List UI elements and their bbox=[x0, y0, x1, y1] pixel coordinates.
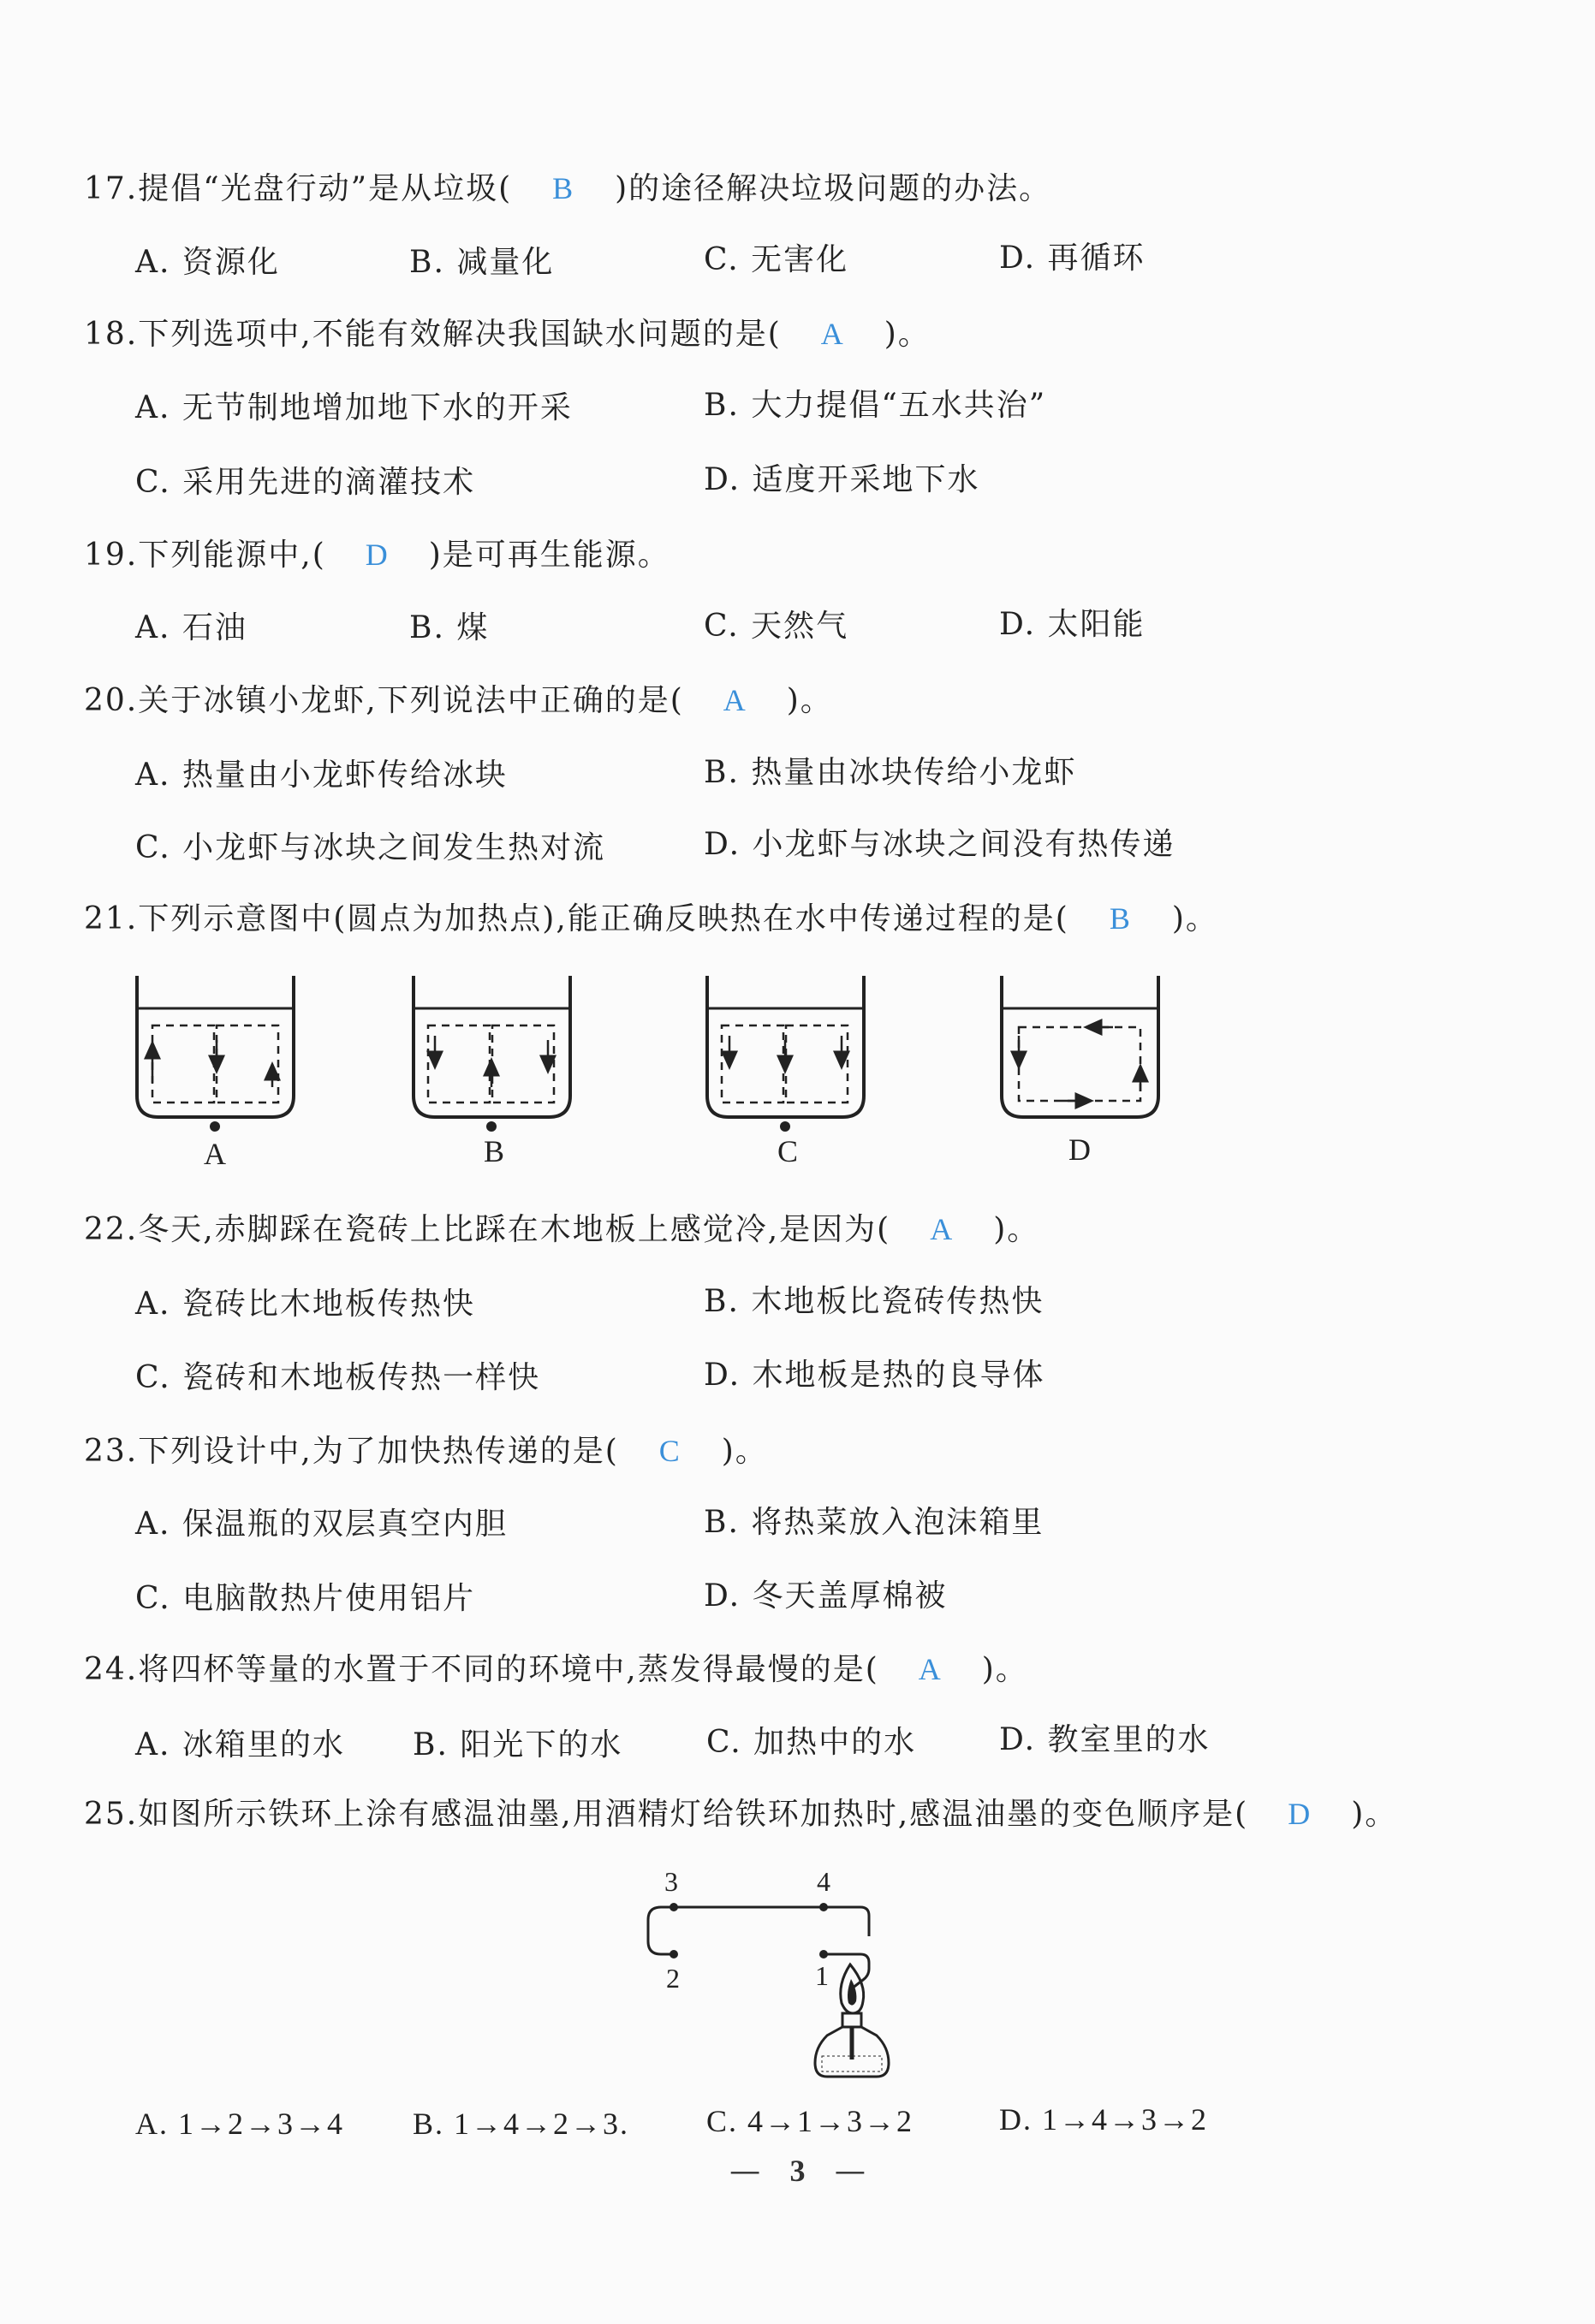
beaker-d bbox=[1002, 976, 1158, 1117]
question-17: 17.提倡“光盘行动”是从垃圾( B )的途径解决垃圾问题的办法。 bbox=[84, 171, 1052, 206]
answer-21: B bbox=[1109, 901, 1132, 936]
option-25-a: A. 1→2→3→4 bbox=[135, 2107, 344, 2141]
option-18-b: B. 大力提倡“五水共治” bbox=[704, 388, 1047, 423]
option-22-b: B. 木地板比瓷砖传热快 bbox=[704, 1284, 1044, 1319]
question-21: 21.下列示意图中(圆点为加热点),能正确反映热在水中传递过程的是( B )。 bbox=[84, 901, 1218, 936]
question-18: 18.下列选项中,不能有效解决我国缺水问题的是( A )。 bbox=[84, 317, 931, 352]
page-number: — 3 — bbox=[729, 2154, 866, 2189]
option-24-d: D. 教室里的水 bbox=[999, 1722, 1211, 1757]
question-23: 23.下列设计中,为了加快热传递的是( C )。 bbox=[84, 1434, 768, 1469]
option-19-a: A. 石油 bbox=[135, 610, 247, 645]
answer-24: A bbox=[918, 1652, 943, 1686]
option-19-d: D. 太阳能 bbox=[999, 607, 1146, 642]
option-18-d: D. 适度开采地下水 bbox=[704, 462, 980, 497]
beaker-b bbox=[414, 976, 570, 1132]
option-17-c: C. 无害化 bbox=[704, 242, 849, 277]
ring-label-3: 3 bbox=[664, 1866, 680, 1897]
option-22-c: C. 瓷砖和木地板传热一样快 bbox=[135, 1360, 541, 1395]
answer-19: D bbox=[365, 538, 390, 572]
option-20-c: C. 小龙虾与冰块之间发生热对流 bbox=[135, 830, 606, 865]
answer-25: D bbox=[1288, 1797, 1312, 1831]
option-25-b: B. 1→4→2→3. bbox=[413, 2107, 630, 2141]
diagram-label-d: D bbox=[1068, 1132, 1092, 1167]
option-24-b: B. 阳光下的水 bbox=[413, 1727, 623, 1762]
question-22: 22.冬天,赤脚踩在瓷砖上比踩在木地板上感觉冷,是因为( A )。 bbox=[84, 1212, 1040, 1247]
option-20-a: A. 热量由小龙虾传给冰块 bbox=[135, 758, 508, 793]
option-17-a: A. 资源化 bbox=[135, 245, 280, 280]
answer-23: C bbox=[658, 1434, 681, 1468]
beaker-c bbox=[707, 976, 864, 1132]
option-25-d: D. 1→4→3→2 bbox=[999, 2102, 1208, 2137]
option-18-c: C. 采用先进的滴灌技术 bbox=[135, 465, 476, 500]
option-18-a: A. 无节制地增加地下水的开采 bbox=[135, 390, 573, 425]
option-23-d: D. 冬天盖厚棉被 bbox=[704, 1578, 948, 1614]
option-23-c: C. 电脑散热片使用铝片 bbox=[135, 1581, 476, 1616]
option-19-b: B. 煤 bbox=[409, 610, 490, 645]
option-20-b: B. 热量由冰块传给小龙虾 bbox=[704, 755, 1077, 790]
option-23-a: A. 保温瓶的双层真空内胆 bbox=[135, 1507, 508, 1542]
option-23-b: B. 将热菜放入泡沫箱里 bbox=[704, 1505, 1044, 1540]
beaker-a bbox=[137, 976, 294, 1132]
option-22-a: A. 瓷砖比木地板传热快 bbox=[135, 1287, 475, 1322]
answer-18: A bbox=[820, 317, 845, 351]
question-24: 24.将四杯等量的水置于不同的环境中,蒸发得最慢的是( A )。 bbox=[84, 1652, 1028, 1687]
ring-label-2: 2 bbox=[666, 1963, 681, 1994]
option-24-c: C. 加热中的水 bbox=[706, 1725, 917, 1760]
ring-label-4: 4 bbox=[817, 1866, 832, 1897]
diagram-label-a: A bbox=[204, 1137, 228, 1171]
option-19-c: C. 天然气 bbox=[704, 609, 849, 644]
option-17-d: D. 再循环 bbox=[999, 241, 1146, 276]
question-20: 20.关于冰镇小龙虾,下列说法中正确的是( A )。 bbox=[84, 683, 833, 718]
answer-22: A bbox=[930, 1212, 955, 1246]
option-20-d: D. 小龙虾与冰块之间没有热传递 bbox=[704, 827, 1175, 862]
option-22-d: D. 木地板是热的良导体 bbox=[704, 1358, 1045, 1393]
option-25-c: C. 4→1→3→2 bbox=[706, 2104, 914, 2138]
ring-label-1: 1 bbox=[815, 1960, 830, 1991]
diagram-label-c: C bbox=[777, 1134, 800, 1168]
question-19: 19.下列能源中,( D )是可再生能源。 bbox=[84, 538, 670, 573]
question-25: 25.如图所示铁环上涂有感温油墨,用酒精灯给铁环加热时,感温油墨的变色顺序是( D )。 bbox=[84, 1797, 1398, 1832]
option-17-b: B. 减量化 bbox=[409, 245, 555, 280]
answer-17: B bbox=[552, 171, 575, 205]
diagram-label-b: B bbox=[484, 1134, 507, 1168]
option-24-a: A. 冰箱里的水 bbox=[135, 1727, 345, 1762]
answer-20: A bbox=[723, 683, 747, 717]
